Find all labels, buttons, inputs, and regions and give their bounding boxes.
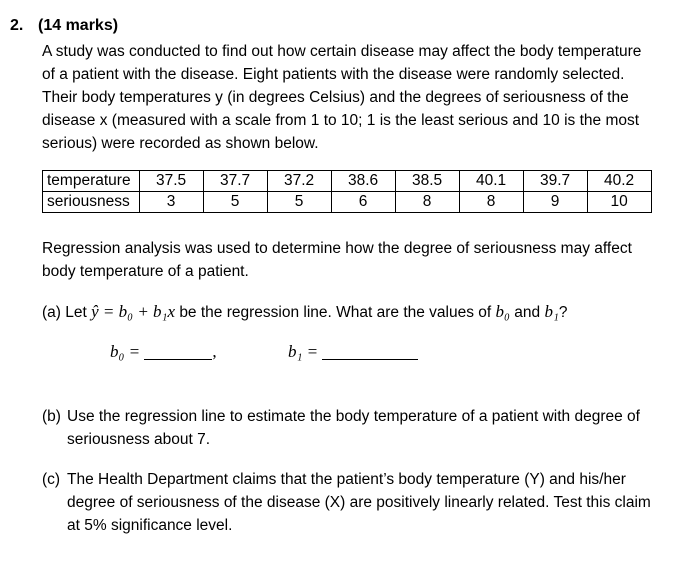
question-number: 2.: [10, 17, 24, 34]
b1-answer-line[interactable]: [322, 359, 418, 360]
b0-symbol: b₀: [495, 302, 510, 321]
table-cell: 40.1: [459, 171, 523, 192]
part-c-line: The Health Department claims that the patient’s body temperature (Y) and his/her: [67, 471, 626, 488]
part-b: [42, 405, 690, 451]
b1-answer-label: b₁ =: [288, 342, 319, 361]
table-row-seriousness: [43, 192, 652, 213]
b0-answer-label: b₀ =: [110, 342, 141, 361]
table-cell: 5: [267, 192, 331, 213]
table-cell: 8: [459, 192, 523, 213]
part-b-label: (b): [42, 408, 61, 425]
table-cell: 39.7: [523, 171, 587, 192]
part-a-text-before: Let: [65, 304, 87, 321]
data-table: [42, 170, 652, 213]
table-cell: 38.6: [331, 171, 395, 192]
intro-line: A study was conducted to find out how certain disease may affect the body temperature: [42, 43, 642, 60]
part-a-and: and: [514, 304, 541, 321]
b0-answer: b₀ = ,: [110, 342, 217, 361]
intro-line: Their body temperatures y (in degrees Celsius) and the degrees of seriousness of the: [42, 89, 629, 106]
part-b-line: seriousness about 7.: [67, 431, 211, 448]
table-cell: 37.5: [139, 171, 203, 192]
regression-line: Regression analysis was used to determine how the degree of seriousness may affect: [42, 240, 632, 257]
part-c-line: at 5% significance level.: [67, 517, 233, 534]
question-marks: (14 marks): [38, 17, 119, 34]
table-cell: 40.2: [587, 171, 651, 192]
part-a-label: (a): [42, 304, 61, 321]
question-intro: [42, 40, 690, 155]
table-cell: 38.5: [395, 171, 459, 192]
regression-paragraph: [42, 237, 690, 283]
intro-line: serious) were recorded as shown below.: [42, 135, 319, 152]
table-cell: 6: [331, 192, 395, 213]
row-label: seriousness: [43, 192, 140, 213]
table-cell: 37.7: [203, 171, 267, 192]
part-c-line: degree of seriousness of the disease (X) are positively linearly related. Test this claim: [67, 494, 651, 511]
table-cell: 37.2: [267, 171, 331, 192]
part-c: [42, 468, 690, 537]
b1-answer: [288, 340, 418, 363]
part-a-text-after: be the regression line. What are the values of: [179, 304, 492, 321]
part-c-label: (c): [42, 471, 61, 488]
part-a: [42, 300, 568, 324]
intro-line: of a patient with the disease. Eight patients with the disease were randomly selected.: [42, 66, 625, 83]
table-cell: 3: [139, 192, 203, 213]
part-a-qmark: ?: [558, 304, 568, 321]
table-cell: 10: [587, 192, 651, 213]
table-cell: 9: [523, 192, 587, 213]
b1-symbol: b₁: [544, 302, 559, 321]
question-header: [10, 14, 118, 37]
table-cell: 5: [203, 192, 267, 213]
intro-line: disease x (measured with a scale from 1 to 10; 1 is the least serious and 10 is the most: [42, 112, 640, 129]
table-row-temperature: [43, 171, 652, 192]
table-cell: 8: [395, 192, 459, 213]
part-b-line: Use the regression line to estimate the body temperature of a patient with degree of: [67, 408, 640, 425]
b0-answer-line[interactable]: [144, 359, 212, 360]
row-label: temperature: [43, 171, 140, 192]
regression-equation: ŷ = b₀ + b₁x: [91, 302, 175, 321]
regression-line: body temperature of a patient.: [42, 263, 249, 280]
